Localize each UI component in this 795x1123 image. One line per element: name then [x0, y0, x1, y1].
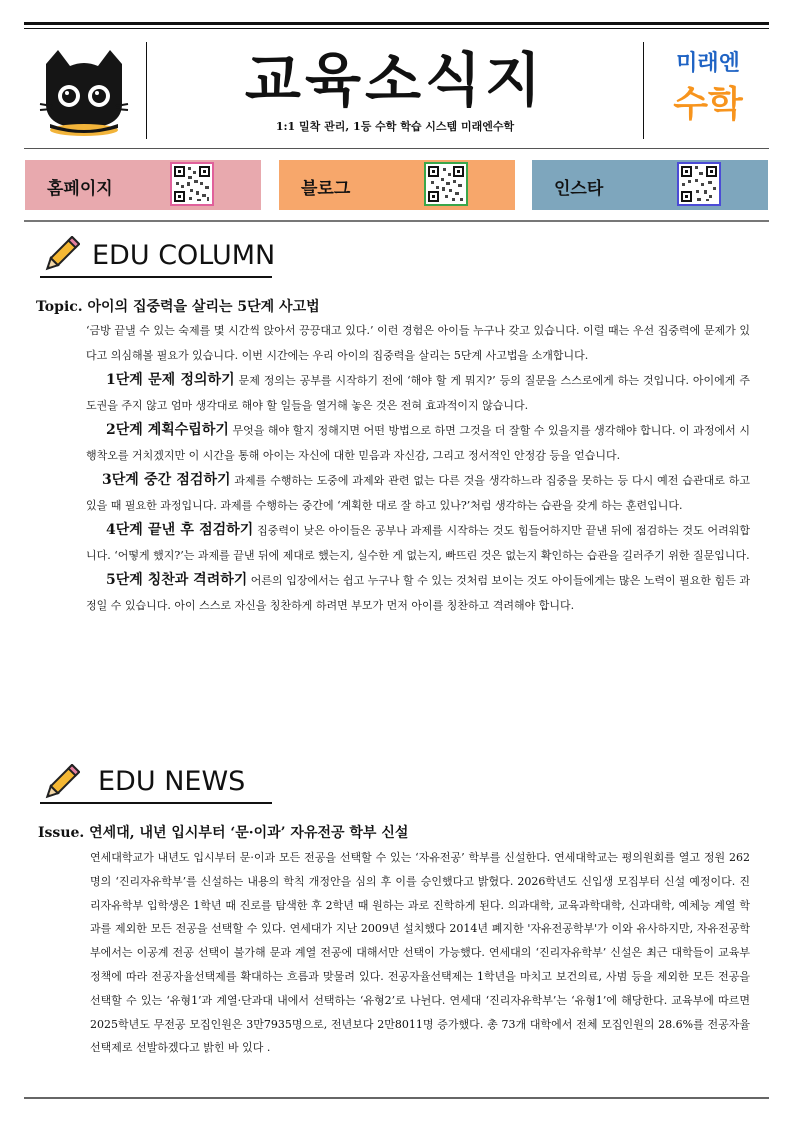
- homepage-qr-icon[interactable]: [170, 162, 214, 206]
- step-3-text: 과제를 수행하는 도중에 과제와 관련 없는 다른 것을 생각하느라 집중을 못하는 등 다시 예전 습관대로 하고 있을 때 필요한 과정입니다. 과제를 수행하는 중간에 ‘계획한 대로 잘 하고 있나?’처럼 생각하는 습관을 갖게 하는 훈련입니다.: [86, 474, 750, 512]
- news-issue: Issue. 연세대, 내년 입시부터 ‘문·이과’ 자유전공 학부 신설: [38, 825, 409, 841]
- instagram-label: 인스타: [554, 179, 604, 199]
- step-2-title: 2단계 계획수립하기: [106, 422, 229, 438]
- blog-qr-icon[interactable]: [424, 162, 468, 206]
- header-bottom-rule: [24, 148, 769, 149]
- top-thin-rule: [24, 28, 769, 29]
- edu-news-underline: [40, 802, 272, 804]
- step-2-text: 무엇을 해야 할지 정해지면 어떤 방법으로 하면 그것을 더 잘할 수 있을지를 생각해야 합니다. 이 과정에서 시행착오를 거치겠지만 이 시간을 통해 아이는 자신에 대한 믿음과 자신감, 그리고 정서적인 안정감 등을 얻습니다.: [86, 424, 750, 462]
- step-4-text: 집중력이 낮은 아이들은 공부나 과제를 시작하는 것도 힘들어하지만 끝낸 뒤에 점검하는 것도 어려워합니다. ‘어떻게 했지?’는 과제를 끝낸 뒤에 제대로 했는지, 실수한 게 없는지, 빠뜨린 것은 없는지 확인하는 습관을 길러주기 위한 질문입니다.: [86, 524, 750, 562]
- cat-logo-icon: [36, 44, 132, 136]
- newsletter-subtitle: 1:1 밀착 관리, 1등 수학 학습 시스템 미래엔수학: [275, 120, 515, 133]
- blog-link-box[interactable]: [279, 160, 515, 210]
- step-5-text: 어른의 입장에서는 쉽고 누구나 할 수 있는 것처럼 보이는 것도 아이들에게는 많은 노력이 필요한 힘든 과정일 수 있습니다. 아이 스스로 자신을 칭찬하게 하려면 부모가 먼저 아이를 칭찬하고 격려해야 합니다.: [86, 574, 750, 612]
- column-step-2: [86, 418, 750, 468]
- column-topic: Topic. 아이의 집중력을 살리는 5단계 사고법: [36, 299, 320, 315]
- brand-logo-line1: 미래엔: [676, 51, 740, 76]
- edu-news-heading: [40, 764, 280, 810]
- header-divider-left: [146, 42, 147, 139]
- newsletter-title: 교육소식지: [244, 46, 546, 114]
- edu-news-title: EDU NEWS: [98, 766, 246, 797]
- column-step-4: [86, 518, 750, 568]
- edu-column-heading: [40, 236, 280, 282]
- step-1-title: 1단계 문제 정의하기: [106, 372, 235, 388]
- step-5-title: 5단계 칭찬과 격려하기: [106, 572, 248, 588]
- links-bottom-rule: [24, 220, 769, 222]
- pencil-icon: [40, 236, 80, 280]
- edu-column-underline: [40, 276, 272, 278]
- news-body: 연세대학교가 내년도 입시부터 문·이과 모든 전공을 선택할 수 있는 ‘자유전공’ 학부를 신설한다. 연세대학교는 평의원회를 열고 정원 262명의 ‘진리자유학부’를 신설하는 내용의 학칙 개정안을 심의 후 이를 승인했다고 밝혔다. 2026학년도 신입생 모집부터 신설 예정이다. 진리자유학부 입학생은 1학년 때 진로를 탐색한 후 2학년 때 원하는 과로 진학하게 된다. 의과대학, 교육과학대학, 신과대학, 예체능 계열 학과를 제외한 모든 전공을 선택할 수 있다. 연세대가 지난 2009년 설치했다 2014년 폐지한 '자유전공학부'가 이와 유사하지만, 자유전공학부에서는 이공계 전공 선택이 불가해 문과 계열 전공에 대해서만 선택이 가능했다. 연세대의 ‘진리자유학부’ 신설은 최근 대학들이 교육부 정책에 따라 전공자율선택제를 확대하는 흐름과 맞물려 있다. 전공자율선택제는 1학년을 마치고 보건의료, 사범 등을 제외한 모든 전공을 선택할 수 있는 ‘유형1’과 계열·단과대 내에서 선택하는 ‘유형2’로 나뉜다. 연세대 ‘진리자유학부’는 ‘유형1’에 해당한다. 교육부에 따르면 2025학년도 무전공 모집인원은 3만7935명으로, 전년보다 2만8011명 증가했다. 총 73개 대학에서 전체 모집인원의 28.6%를 전공자율선택제로 선발하겠다고 밝힌 바 있다 .: [90, 851, 750, 1055]
- column-intro: ‘금방 끝낼 수 있는 숙제를 몇 시간씩 앉아서 끙끙대고 있다.’ 이런 경험은 아이들 누구나 갖고 있습니다. 이럴 때는 우선 집중력에 문제가 있다고 의심해볼 필요가 있습니다. 이번 시간에는 우리 아이의 집중력을 살리는 5단계 사고법을 소개합니다.: [86, 324, 750, 362]
- step-3-title: 3단계 중간 점검하기: [102, 472, 231, 488]
- homepage-link-box[interactable]: [25, 160, 261, 210]
- blog-label: 블로그: [301, 179, 351, 199]
- brand-logo-line2: 수학: [673, 84, 743, 125]
- column-body: [86, 318, 750, 618]
- header-divider-right: [643, 42, 644, 139]
- instagram-link-box[interactable]: [532, 160, 768, 210]
- top-double-rule: [24, 22, 769, 25]
- column-step-5: [86, 568, 750, 618]
- homepage-label: 홈페이지: [47, 179, 113, 199]
- step-1-text: 문제 정의는 공부를 시작하기 전에 ‘해야 할 게 뭐지?’ 등의 질문을 스스로에게 하는 것입니다. 아이에게 주도권을 주지 않고 엄마 생각대로 해야 할 일들을 열거해 놓은 것은 전혀 효과적이지 않습니다.: [86, 374, 750, 412]
- column-step-3: [86, 468, 750, 518]
- column-step-1: [86, 368, 750, 418]
- page-bottom-rule: [24, 1097, 769, 1099]
- step-4-title: 4단계 끝낸 후 점검하기: [106, 522, 254, 538]
- instagram-qr-icon[interactable]: [677, 162, 721, 206]
- edu-column-title: EDU COLUMN: [92, 240, 276, 271]
